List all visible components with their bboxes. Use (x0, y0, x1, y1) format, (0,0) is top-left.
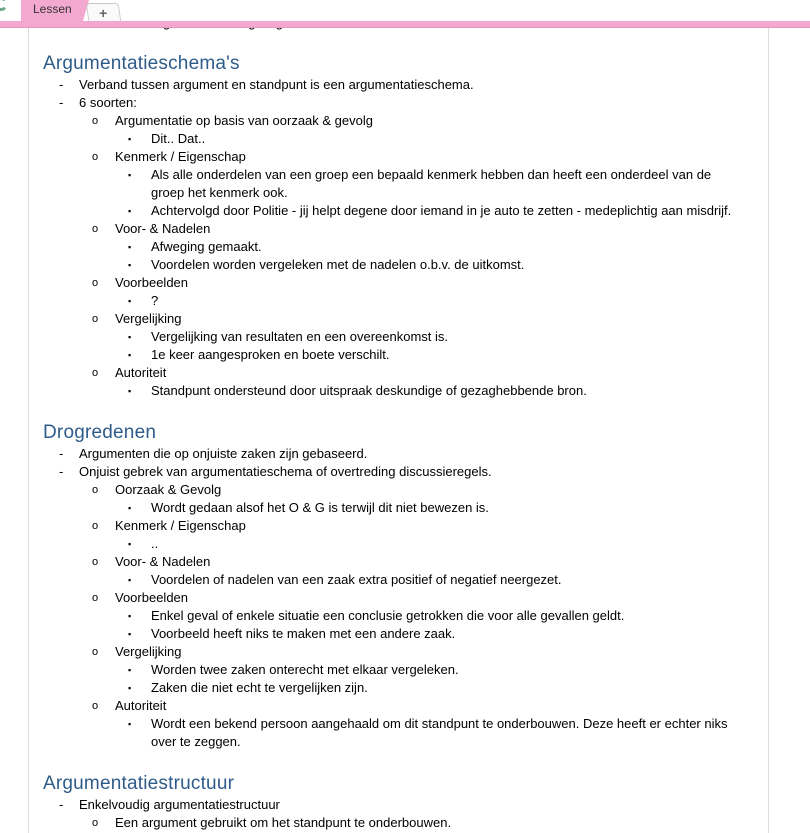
list-item: Voor- & Nadelen (115, 554, 211, 569)
list-item: Verband tussen argument en standpunt is een argumentatieschema. (79, 77, 474, 92)
circle-bullet: o (92, 151, 99, 163)
list-item: Voorbeeld heeft niks te maken met een andere zaak. (151, 626, 456, 641)
dash-bullet: - (59, 464, 64, 479)
page-border-right (768, 27, 769, 833)
back-arrow-icon[interactable] (0, 0, 8, 11)
circle-bullet: o (92, 484, 99, 496)
list-item: Wordt gedaan alsof het O & G is terwijl dit niet bewezen is. (151, 500, 489, 515)
circle-bullet: o (92, 313, 99, 325)
list-item: Voordelen worden vergeleken met de nadelen o.b.v. de uitkomst. (151, 257, 525, 272)
list-item: ? (151, 293, 159, 308)
circle-bullet: o (92, 367, 99, 379)
list-item: Een argument gebruikt om het standpunt te onderbouwen. (115, 815, 452, 830)
square-bullet: ▪ (128, 665, 132, 675)
list-item: Standpunt ondersteund door uitspraak deskundige of gezaghebbende bron. (151, 383, 587, 398)
circle-bullet: o (92, 592, 99, 604)
list-item: Voorbeelden (115, 590, 189, 605)
square-bullet: ▪ (128, 629, 132, 639)
square-bullet: ▪ (128, 575, 132, 585)
list-item: Autoriteit (115, 365, 167, 380)
list-item: Onjuist gebrek van argumentatieschema of overtreding discussieregels. (79, 464, 492, 479)
square-bullet: ▪ (128, 719, 132, 729)
square-bullet: ▪ (128, 350, 132, 360)
list-item: 1e keer aangesproken en boete verschilt. (151, 347, 390, 362)
heading-argumentatieschemas: Argumentatieschema's (43, 53, 240, 74)
add-section-button[interactable] (86, 3, 122, 21)
list-item-continuation: groep het kenmerk ook. (151, 185, 288, 200)
list-item: Voor- & Nadelen (115, 221, 211, 236)
square-bullet: ▪ (128, 332, 132, 342)
list-item: Argumentatie op basis van oorzaak & gevolg (115, 113, 373, 128)
square-bullet: ▪ (128, 242, 132, 252)
page-border-left (28, 27, 29, 833)
list-item: Dit.. Dat.. (151, 131, 206, 146)
square-bullet: ▪ (128, 683, 132, 693)
circle-bullet: o (92, 700, 99, 712)
list-item-continuation: over te zeggen. (151, 734, 241, 749)
circle-bullet: o (92, 277, 99, 289)
tab-lessen[interactable] (21, 0, 83, 21)
tab-accent-bar (0, 21, 810, 28)
plus-icon: + (99, 5, 108, 21)
list-item: Oorzaak & Gevolg (115, 482, 222, 497)
circle-bullet: o (92, 556, 99, 568)
list-item: Wordt een bekend persoon aangehaald om dit standpunt te onderbouwen. Deze heeft er echter niks (151, 716, 728, 731)
list-item: Enkelvoudig argumentatiestructuur (79, 797, 280, 812)
dash-bullet: - (59, 446, 64, 461)
list-item: Worden twee zaken onterecht met elkaar vergeleken. (151, 662, 459, 677)
list-item: Autoriteit (115, 698, 167, 713)
list-item: Vergelijking (115, 311, 182, 326)
dash-bullet: - (59, 95, 64, 110)
list-item: Kenmerk / Eigenschap (115, 149, 246, 164)
square-bullet: ▪ (128, 134, 132, 144)
square-bullet: ▪ (128, 170, 132, 180)
dash-bullet: - (59, 77, 64, 92)
square-bullet: ▪ (128, 260, 132, 270)
tab-lessen-label: Lessen (33, 2, 72, 16)
circle-bullet: o (92, 520, 99, 532)
list-item: Als alle onderdelen van een groep een bepaald kenmerk hebben dan heeft een onderdeel van de (151, 167, 712, 182)
list-item: Kenmerk / Eigenschap (115, 518, 246, 533)
heading-drogredenen: Drogredenen (43, 422, 157, 443)
list-item: Voordelen of nadelen van een zaak extra positief of negatief neergezet. (151, 572, 562, 587)
list-item: 6 soorten: (79, 95, 137, 110)
list-item: Achtervolgd door Politie - jij helpt degene door iemand in je auto te zetten - medeplichtig aan misdrijf. (151, 203, 732, 218)
square-bullet: ▪ (128, 539, 132, 549)
square-bullet: ▪ (128, 386, 132, 396)
dash-bullet: - (59, 797, 64, 812)
list-item: Zaken die niet echt te vergelijken zijn. (151, 680, 368, 695)
circle-bullet: o (92, 115, 99, 127)
list-item: Vergelijking (115, 644, 182, 659)
list-item: Afweging gemaakt. (151, 239, 262, 254)
list-item: Voorbeelden (115, 275, 189, 290)
list-item: .. (151, 536, 159, 551)
section-tab-bar (0, 0, 810, 21)
square-bullet: ▪ (128, 611, 132, 621)
heading-argumentatiestructuur: Argumentatiestructuur (43, 773, 235, 794)
list-item: Vergelijking van resultaten en een overeenkomst is. (151, 329, 449, 344)
circle-bullet: o (92, 817, 99, 829)
list-item: Argumenten die op onjuiste zaken zijn gebaseerd. (79, 446, 368, 461)
square-bullet: ▪ (128, 296, 132, 306)
square-bullet: ▪ (128, 206, 132, 216)
circle-bullet: o (92, 223, 99, 235)
list-item: Enkel geval of enkele situatie een conclusie getrokken die voor alle gevallen geldt. (151, 608, 625, 623)
square-bullet: ▪ (128, 503, 132, 513)
circle-bullet: o (92, 646, 99, 658)
